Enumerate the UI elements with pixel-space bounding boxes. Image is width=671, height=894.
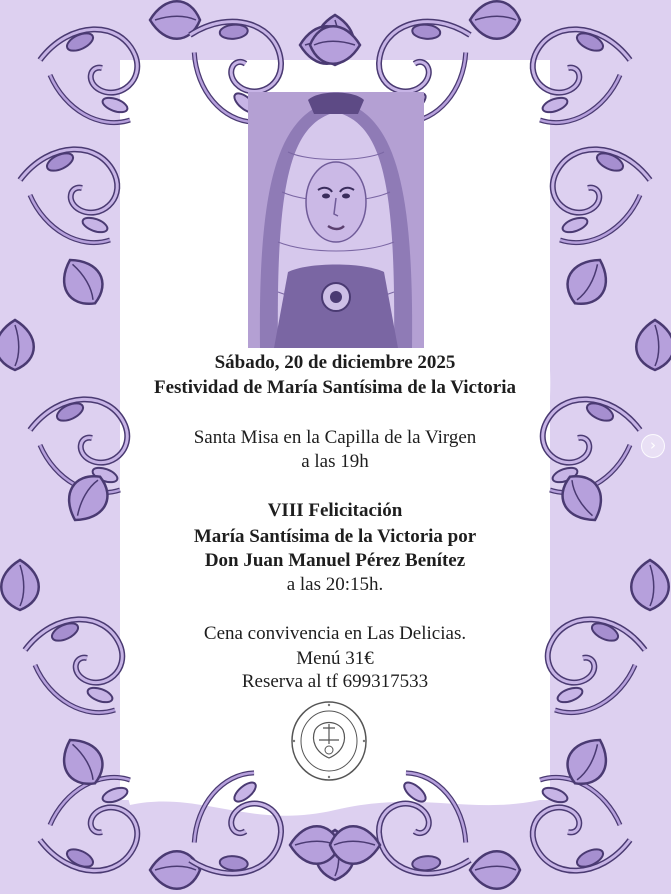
mass-location: Santa Misa en la Capilla de la Virgen <box>193 427 477 448</box>
felicitation-title: VIII Felicitación <box>267 500 403 521</box>
mass-time: a las 19h <box>301 451 369 472</box>
event-date: Sábado, 20 de diciembre 2025 <box>214 352 456 373</box>
felicitation-time: a las 20:15h. <box>286 574 384 595</box>
dinner-info: Cena convivencia en Las Delicias. <box>203 623 467 644</box>
felicitation-subject: María Santísima de la Victoria por <box>193 526 477 547</box>
virgin-portrait <box>248 92 424 348</box>
chevron-right-icon: › <box>650 436 656 454</box>
event-feast-title: Festividad de María Santísima de la Victoria <box>153 377 517 398</box>
dinner-menu-price: Menú 31€ <box>296 648 374 669</box>
brotherhood-seal-icon <box>289 700 369 782</box>
reservation-phone: Reserva al tf 699317533 <box>241 671 429 692</box>
felicitation-speaker: Don Juan Manuel Pérez Benítez <box>204 550 466 571</box>
next-slide-button[interactable] <box>641 434 665 458</box>
